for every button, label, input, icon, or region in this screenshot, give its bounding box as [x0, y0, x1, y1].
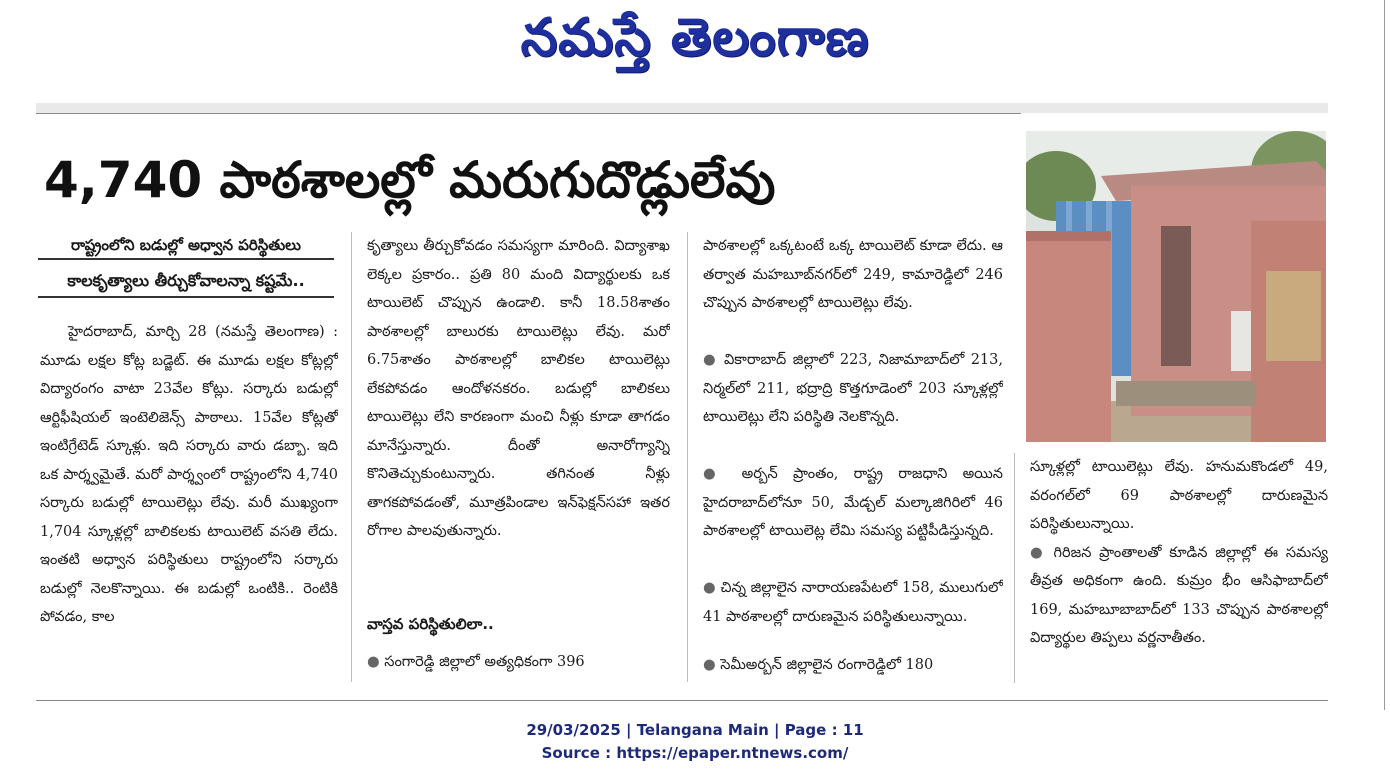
page-edge-line	[1384, 0, 1385, 710]
footer-date-edition: 29/03/2025 | Telangana Main | Page : 11	[526, 721, 864, 739]
body-paragraph: పాఠశాలల్లో ఒక్కటంటే ఒక్క టాయిలెట్ కూడా లేదు. ఆ తర్వాత మహబూబ్‌నగర్‌లో 249, కామారెడ్డిలో 246 చొప్పున పాఠశాలల్లో టాయిలెట్లు లేవు.	[703, 238, 1003, 311]
column-divider	[1014, 453, 1015, 683]
column-divider	[687, 232, 688, 682]
article-column-1	[40, 318, 338, 678]
newspaper-masthead: నమస్తే తెలంగాణ	[520, 8, 870, 68]
top-rule-line	[36, 113, 1021, 114]
body-paragraph: హైదరాబాద్, మార్చి 28 (నమస్తే తెలంగాణ) : మూడు లక్షల కోట్ల బడ్జెట్. ఈ మూడు లక్షల కోట్లల్లో విద్యారంగం వాటా 23వేల కోట్లు. సర్కారు బడుల్లో ఆర్టిఫీషియల్ ఇంటెలిజెన్స్ పాఠాలు. 15వేల కోట్లతో ఇంటిగ్రేటెడ్ స్కూళ్లు. ఇది సర్కారు వారు డబ్బా. ఇది ఒక పార్శ్వమైతే. మరో పార్శ్వంలో రాష్ట్రంలోని 4,740 సర్కారు బడుల్లో టాయిలెట్లు లేవు. మరీ ముఖ్యంగా 1,704 స్కూళ్లల్లో బాలికలకు టాయిలెట్ వసతి లేదు. ఇంతటి అధ్వాన పరిస్థితులు రాష్ట్రంలోని సర్కారు బడుల్లో నెలకొన్నాయి. ఈ బడుల్లో ఒంటికి.. రెంటికి పోవడం, కాల	[40, 324, 338, 625]
bullet-item: ● గిరిజన ప్రాంతాలతో కూడిన జిల్లాల్లో ఈ సమస్య తీవ్రత అధికంగా ఉంది. కుమ్రం భీం ఆసిఫాబాద్‌లో 169, మహబూబాబాద్‌లో 133 చొప్పున పాఠశాలల్లో విద్యార్థుల తిప్పలు వర్ణనాతీతం.	[1030, 539, 1328, 653]
bottom-rule	[36, 700, 1328, 701]
bullet-item: ● అర్బన్ ప్రాంతం, రాష్ట్ర రాజధాని అయిన హైదరాబాద్‌లోనూ 50, మేడ్చల్ మల్కాజిగిరిలో 46 పాఠశాలల్లో టాయిలెట్ల లేమి సమస్య పట్టిపీడిస్తున్నది.	[703, 460, 1003, 546]
article-column-3	[703, 232, 1003, 680]
bullet-item: ● సెమీఅర్బన్ జిల్లాలైన రంగారెడ్డిలో 180	[703, 651, 1003, 680]
top-rule-band	[36, 103, 1328, 113]
footer-source: Source : https://epaper.ntnews.com/	[541, 744, 849, 762]
article-column-4	[1030, 453, 1328, 683]
article-column-2	[367, 232, 670, 597]
article-headline: 4,740 పాఠశాలల్లో మరుగుదొడ్లులేవు	[44, 151, 776, 209]
article-photo	[1026, 131, 1326, 442]
article-subhead: కాలకృత్యాలు తీర్చుకోవాలన్నా కష్టమే..	[38, 266, 334, 298]
bullet-item: ● చిన్న జిల్లాలైన నారాయణపేటలో 158, ములుగులో 41 పాఠశాలల్లో దారుణమైన పరిస్థితులున్నాయి.	[703, 574, 1003, 631]
body-paragraph: స్కూళ్లల్లో టాయిలెట్లు లేవు. హనుమకొండలో 49, వరంగల్‌లో 69 పాఠశాలల్లో దారుణమైన పరిస్థితులున్నాయి.	[1030, 459, 1328, 532]
page-footer	[0, 719, 1390, 765]
bullet-item: ● సంగారెడ్డి జిల్లాలో అత్యధికంగా 396	[367, 648, 670, 677]
column-divider	[351, 232, 352, 682]
bullet-item: ● వికారాబాద్ జిల్లాలో 223, నిజామాబాద్‌లో 213, నిర్మల్‌లో 211, భద్రాద్రి కొత్తగూడెంలో 203 స్కూళ్లల్లో టాయిలెట్లు లేని పరిస్థితి నెలకొన్నది.	[703, 346, 1003, 432]
article-kicker: రాష్ట్రంలోని బడుల్లో అధ్వాన పరిస్థితులు	[38, 232, 334, 260]
body-paragraph: కృత్యాలు తీర్చుకోవడం సమస్యగా మారింది. విద్యాశాఖ లెక్కల ప్రకారం.. ప్రతి 80 మంది విద్యార్థులకు ఒక టాయిలెట్ చొప్పున ఉండాలి. కానీ 18.58శాతం పాఠశాలల్లో బాలురకు టాయిలెట్లు లేవు. మరో 6.75శాతం పాఠశాలల్లో బాలికల టాయిలెట్లు లేకపోవడం ఆందోళనకరం. బడుల్లో బాలికలు టాయిలెట్లు లేని కారణంగా మంచి నీళ్లు కూడా తాగడం మానేస్తున్నారు. దీంతో అనారోగ్యాన్ని కొనితెచ్చుకుంటున్నారు. తగినంత నీళ్లు తాగకపోవడంతో, మూత్రపిండాల ఇన్‌ఫెక్షన్‌సహా ఇతర రోగాల పాలవుతున్నారు.	[367, 238, 670, 539]
toilet-block-photo	[1026, 131, 1326, 442]
section-heading: వాస్తవ పరిస్థితులిలా..	[367, 615, 494, 633]
article-column-2-bullet	[367, 648, 670, 678]
